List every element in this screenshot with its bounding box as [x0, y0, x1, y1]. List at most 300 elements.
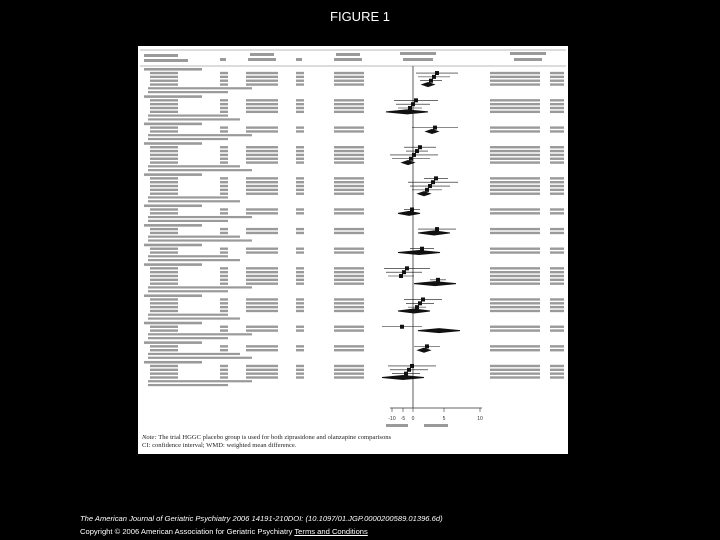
wmd-ci-value [490, 212, 540, 214]
n-value [296, 181, 304, 183]
pooled-effect-diamond [426, 129, 438, 133]
n-value [220, 72, 228, 74]
wmd-ci-value [490, 228, 540, 230]
subgroup-heading [144, 204, 202, 207]
n-value [220, 279, 228, 281]
n-value [296, 189, 304, 191]
heterogeneity-test-text [148, 196, 228, 198]
mean-sd-value [334, 72, 364, 74]
weight-value [550, 154, 564, 156]
mean-sd-value [246, 154, 278, 156]
weight-value [550, 282, 564, 284]
mean-sd-value [334, 130, 364, 132]
n-value [220, 365, 228, 367]
mean-sd-value [334, 302, 364, 304]
n-value [296, 161, 304, 163]
n-value [296, 150, 304, 152]
pooled-effect-diamond [398, 309, 430, 313]
mean-sd-value [246, 161, 278, 163]
mean-sd-value [334, 83, 364, 85]
n-value [220, 282, 228, 284]
study-label [150, 365, 178, 367]
study-effect-square [429, 185, 432, 188]
weight-value [550, 126, 564, 128]
subtotal-label [150, 130, 178, 132]
subgroup-heading [144, 244, 202, 247]
heterogeneity-test-text [148, 114, 228, 116]
mean-sd-value [334, 251, 364, 253]
mean-sd-value [334, 248, 364, 250]
heterogeneity-test-text [148, 255, 228, 257]
weight-value [550, 365, 564, 367]
study-label [150, 72, 178, 74]
wmd-ci-value [490, 72, 540, 74]
n-value [296, 130, 304, 132]
study-effect-square [419, 146, 422, 149]
mean-sd-value [334, 345, 364, 347]
study-effect-square [410, 157, 413, 160]
n-value [296, 310, 304, 312]
mean-sd-value [334, 185, 364, 187]
study-label [150, 189, 178, 191]
weight-value [550, 345, 564, 347]
wmd-ci-value [490, 326, 540, 328]
subtotal-label [150, 232, 178, 234]
weight-value [550, 99, 564, 101]
wmd-ci-value [490, 369, 540, 371]
mean-sd-value [334, 376, 364, 378]
heterogeneity-test-text [148, 286, 252, 288]
subtotal-label [150, 349, 178, 351]
n-value [296, 103, 304, 105]
wmd-ci-value [490, 275, 540, 277]
n-value [220, 189, 228, 191]
n-value [220, 193, 228, 195]
mean-sd-value [246, 271, 278, 273]
n-value [220, 76, 228, 78]
scale-tick-label: 5 [442, 416, 446, 422]
study-label [150, 228, 178, 230]
study-effect-square [406, 267, 409, 270]
mean-sd-value [246, 107, 278, 109]
subtotal-label [150, 282, 178, 284]
n-value [220, 329, 228, 331]
study-label [150, 80, 178, 82]
heterogeneity-test-text [148, 337, 228, 339]
study-effect-square [408, 368, 411, 371]
n-value [296, 267, 304, 269]
mean-sd-value [334, 150, 364, 152]
mean-sd-value [334, 146, 364, 148]
wmd-ci-value [490, 189, 540, 191]
weight-value [550, 130, 564, 132]
mean-sd-value [246, 275, 278, 277]
mean-sd-value [246, 306, 278, 308]
pooled-effect-diamond [422, 83, 434, 87]
n-value [220, 232, 228, 234]
n-value [296, 177, 304, 179]
mean-sd-value [246, 193, 278, 195]
heterogeneity-test-text [148, 165, 240, 167]
study-effect-square [435, 177, 438, 180]
study-label [150, 107, 178, 109]
study-label [150, 99, 178, 101]
n-value [296, 80, 304, 82]
subtotal-label [150, 376, 178, 378]
study-label [150, 150, 178, 152]
wmd-ci-value [490, 365, 540, 367]
forest-plot-figure [138, 46, 568, 454]
mean-sd-value [246, 83, 278, 85]
n-value [296, 329, 304, 331]
mean-sd-value [334, 298, 364, 300]
mean-sd-value [334, 232, 364, 234]
study-label [150, 345, 178, 347]
n-value [296, 302, 304, 304]
subtotal-label [150, 329, 178, 331]
wmd-ci-value [490, 150, 540, 152]
study-effect-square [432, 181, 435, 184]
mean-sd-value [246, 251, 278, 253]
mean-sd-value [334, 228, 364, 230]
mean-sd-value [246, 72, 278, 74]
subgroup-heading [144, 322, 202, 325]
mean-sd-value [246, 279, 278, 281]
mean-sd-value [334, 158, 364, 160]
mean-sd-value [246, 365, 278, 367]
wmd-ci-value [490, 372, 540, 374]
mean-sd-value [246, 372, 278, 374]
n-value [220, 326, 228, 328]
wmd-ci-value [490, 193, 540, 195]
wmd-ci-value [490, 248, 540, 250]
mean-sd-value [334, 267, 364, 269]
wmd-ci-value [490, 161, 540, 163]
n-value [220, 372, 228, 374]
study-label [150, 154, 178, 156]
mean-sd-value [246, 345, 278, 347]
n-value [220, 103, 228, 105]
wmd-ci-value [490, 154, 540, 156]
n-value [220, 212, 228, 214]
heterogeneity-test-text [148, 236, 240, 238]
study-effect-square [412, 103, 415, 106]
n-value [296, 107, 304, 109]
mean-sd-value [246, 349, 278, 351]
effect-markers [382, 72, 460, 380]
n-value [296, 248, 304, 250]
scale-tick-label: 10 [477, 416, 483, 422]
study-effect-square [434, 126, 437, 129]
axis-direction-labels [386, 424, 448, 427]
n-value [296, 298, 304, 300]
wmd-ci-value [490, 376, 540, 378]
weight-value [550, 372, 564, 374]
mean-sd-value [246, 369, 278, 371]
study-label [150, 185, 178, 187]
n-value [220, 146, 228, 148]
mean-sd-value [334, 212, 364, 214]
n-value [220, 267, 228, 269]
subgroup-heading [144, 95, 202, 98]
study-effect-square [400, 275, 403, 278]
study-effect-square [415, 99, 418, 102]
mean-sd-value [246, 158, 278, 160]
n-value [220, 275, 228, 277]
heterogeneity-test-text [148, 169, 252, 171]
n-value [296, 282, 304, 284]
study-label [150, 279, 178, 281]
heterogeneity-test-text [148, 138, 228, 140]
wmd-ci-value [490, 146, 540, 148]
wmd-ci-value [490, 83, 540, 85]
subtotal-label [150, 193, 178, 195]
n-value [220, 150, 228, 152]
wmd-ci-value [490, 302, 540, 304]
mean-sd-value [334, 189, 364, 191]
wmd-ci-value [490, 329, 540, 331]
study-effect-square [409, 107, 412, 110]
weight-value [550, 329, 564, 331]
study-label [150, 248, 178, 250]
mean-sd-value [334, 181, 364, 183]
heterogeneity-test-text [148, 87, 252, 89]
wmd-ci-value [490, 282, 540, 284]
weight-value [550, 72, 564, 74]
study-effect-square [403, 271, 406, 274]
mean-sd-value [246, 232, 278, 234]
n-value [296, 279, 304, 281]
subgroup-heading [144, 123, 202, 126]
weight-value [550, 208, 564, 210]
pooled-effect-diamond [402, 161, 414, 165]
heterogeneity-test-text [148, 333, 252, 335]
pooled-effect-diamond [386, 110, 428, 114]
note-line-2: CI: confidence interval; WMD: weighted mean difference. [142, 442, 297, 449]
n-value [296, 365, 304, 367]
mean-sd-value [246, 326, 278, 328]
mean-sd-value [334, 154, 364, 156]
heterogeneity-test-text [148, 384, 228, 386]
n-value [220, 185, 228, 187]
n-value [296, 146, 304, 148]
mean-sd-value [246, 212, 278, 214]
scale-tick-label: 0 [411, 416, 415, 422]
study-effect-square [416, 306, 419, 309]
study-effect-square [436, 228, 439, 231]
study-effect-square [426, 188, 429, 191]
n-value [220, 306, 228, 308]
wmd-ci-value [490, 251, 540, 253]
wmd-ci-value [490, 267, 540, 269]
n-value [220, 251, 228, 253]
mean-sd-value [246, 146, 278, 148]
weight-value [550, 107, 564, 109]
n-value [220, 126, 228, 128]
heterogeneity-test-text [148, 134, 252, 136]
n-value [296, 99, 304, 101]
note-line-1: The trial HGGC placebo group is used for both ziprasidone and olanzapine comparisons [158, 434, 392, 441]
header-columns [144, 52, 546, 62]
weight-value [550, 193, 564, 195]
subgroup-heading [144, 341, 202, 344]
weight-value [550, 189, 564, 191]
subtotal-label [150, 310, 178, 312]
n-value [220, 154, 228, 156]
study-label [150, 158, 178, 160]
n-value [220, 99, 228, 101]
mean-sd-value [334, 310, 364, 312]
weight-value [550, 80, 564, 82]
weight-value [550, 181, 564, 183]
mean-sd-value [334, 282, 364, 284]
wmd-ci-value [490, 208, 540, 210]
weight-value [550, 232, 564, 234]
n-value [296, 126, 304, 128]
scale-tick-label: -10 [388, 416, 396, 422]
n-value [296, 212, 304, 214]
mean-sd-value [334, 111, 364, 113]
n-value [296, 372, 304, 374]
study-label [150, 267, 178, 269]
subgroup-heading [144, 361, 202, 364]
mean-sd-value [334, 99, 364, 101]
heterogeneity-test-text [148, 216, 252, 218]
wmd-ci-value [490, 310, 540, 312]
heterogeneity-test-text [148, 353, 240, 355]
n-value [220, 208, 228, 210]
study-effect-square [401, 325, 404, 328]
wmd-ci-value [490, 345, 540, 347]
weight-value [550, 376, 564, 378]
mean-sd-value [246, 228, 278, 230]
mean-sd-value [334, 208, 364, 210]
pooled-effect-diamond [398, 251, 440, 255]
weight-value [550, 251, 564, 253]
heterogeneity-test-text [148, 317, 240, 319]
heterogeneity-test-text [148, 290, 228, 292]
n-value [296, 228, 304, 230]
n-value [220, 158, 228, 160]
heterogeneity-test-text [148, 200, 240, 202]
mean-sd-value [334, 365, 364, 367]
mean-sd-value [246, 248, 278, 250]
terms-link[interactable]: Terms and Conditions [294, 527, 368, 536]
study-label [150, 208, 178, 210]
wmd-ci-value [490, 271, 540, 273]
n-value [220, 177, 228, 179]
pooled-effect-diamond [418, 348, 430, 352]
n-value [220, 161, 228, 163]
n-value [220, 111, 228, 113]
study-effect-square [421, 247, 424, 250]
study-label [150, 298, 178, 300]
study-label [150, 271, 178, 273]
wmd-ci-value [490, 107, 540, 109]
pooled-effect-diamond [398, 211, 420, 215]
mean-sd-value [334, 275, 364, 277]
subgroup-heading [144, 263, 202, 266]
n-value [296, 76, 304, 78]
mean-sd-value [334, 271, 364, 273]
weight-value [550, 185, 564, 187]
n-value [296, 349, 304, 351]
wmd-ci-value [490, 298, 540, 300]
pooled-effect-diamond [414, 282, 456, 286]
study-label [150, 103, 178, 105]
weight-value [550, 306, 564, 308]
wmd-ci-value [490, 111, 540, 113]
mean-sd-value [246, 130, 278, 132]
study-effect-square [436, 72, 439, 75]
mean-sd-value [246, 267, 278, 269]
study-label [150, 275, 178, 277]
n-value [296, 185, 304, 187]
wmd-ci-value [490, 349, 540, 351]
mean-sd-value [246, 76, 278, 78]
mean-sd-value [334, 80, 364, 82]
wmd-ci-value [490, 99, 540, 101]
study-label [150, 372, 178, 374]
weight-value [550, 248, 564, 250]
mean-sd-value [246, 310, 278, 312]
heterogeneity-test-text [148, 380, 252, 382]
study-effect-square [411, 364, 414, 367]
mean-sd-value [334, 326, 364, 328]
copyright-text: Copyright © 2006 American Association for Geriatric Psychiatry [80, 527, 293, 536]
mean-sd-value [246, 126, 278, 128]
n-value [296, 83, 304, 85]
study-label [150, 369, 178, 371]
page-title: FIGURE 1 [330, 9, 390, 24]
footer [80, 512, 443, 538]
study-effect-square [413, 153, 416, 156]
n-value [296, 376, 304, 378]
mean-sd-value [334, 329, 364, 331]
subtotal-label [150, 212, 178, 214]
pooled-effect-diamond [418, 329, 460, 333]
weight-value [550, 228, 564, 230]
pooled-effect-diamond [382, 375, 424, 379]
wmd-ci-value [490, 76, 540, 78]
n-value [220, 345, 228, 347]
study-label [150, 326, 178, 328]
n-value [220, 83, 228, 85]
mean-sd-value [246, 329, 278, 331]
citation-text: The American Journal of Geriatric Psychiatry 2006 14191-210DOI: (10.1097/01.JGP.0000200589.01396.6d) [80, 514, 443, 523]
study-label [150, 177, 178, 179]
mean-sd-value [334, 306, 364, 308]
subgroup-heading [144, 173, 202, 176]
study-effect-square [422, 298, 425, 301]
heterogeneity-test-text [148, 118, 240, 120]
n-value [220, 271, 228, 273]
weight-value [550, 146, 564, 148]
n-value [220, 302, 228, 304]
mean-sd-value [246, 376, 278, 378]
subgroup-heading [144, 294, 202, 297]
mean-sd-value [246, 189, 278, 191]
subgroup-heading [144, 224, 202, 227]
mean-sd-value [246, 181, 278, 183]
weight-value [550, 177, 564, 179]
study-effect-square [430, 79, 433, 82]
weight-value [550, 83, 564, 85]
study-effect-square [419, 302, 422, 305]
note-label: Note: [142, 434, 157, 441]
weight-value [550, 279, 564, 281]
wmd-ci-value [490, 306, 540, 308]
